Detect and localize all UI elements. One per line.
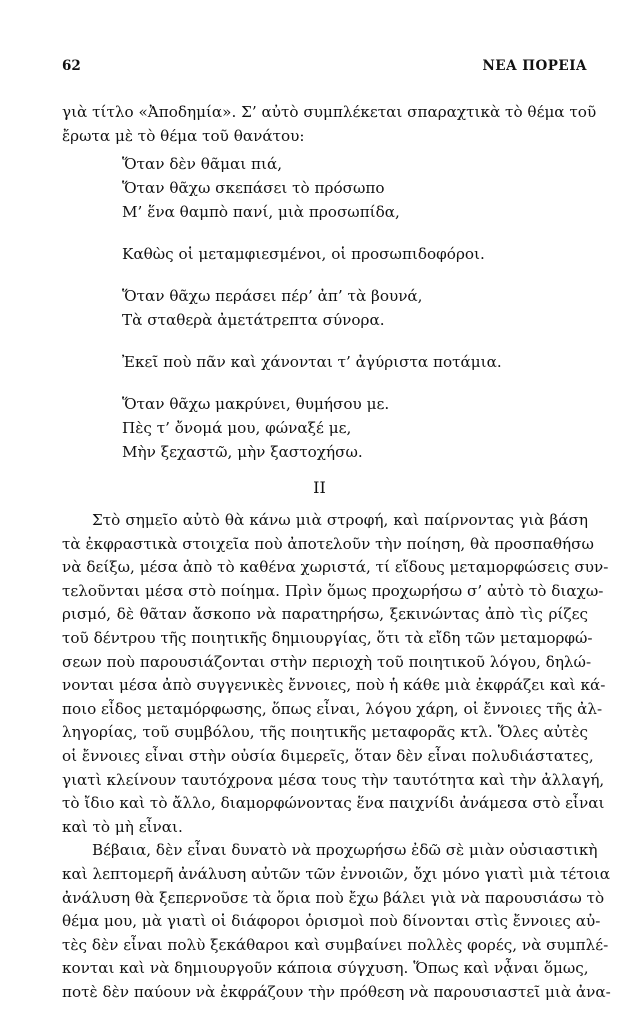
text-line: ἔρωτα μὲ τὸ θέμα τοῦ θανάτου:	[62, 127, 305, 145]
poem-verse: Ὅταν θᾶχω σκεπάσει τὸ πρόσωπο	[122, 179, 385, 197]
poem-verse: Ἐκεῖ ποὺ πᾶν καὶ χάνονται τ’ ἀγύριστα ποτάμια.	[122, 353, 502, 371]
text-line: νονται μέσα ἀπὸ συγγενικὲς ἔννοιες, ποὺ ἡ κάθε μιὰ ἐκφράζει καὶ κά-	[62, 676, 606, 695]
poem-stanza	[122, 392, 592, 464]
text-line: κονται καὶ νὰ δημιουργοῦν κάποια σύγχυση. Ὅπως καὶ νᾆναι ὅμως,	[62, 959, 589, 978]
text-line: θέμα μου, μὰ γιατὶ οἱ διάφοροι ὁρισμοὶ ποὺ δίνονται στὶς ἔννοιες αὐ-	[62, 912, 601, 931]
page-header	[62, 58, 587, 80]
poem-verse: Ὅταν δὲν θᾶμαι πιά,	[122, 155, 283, 173]
page-number: 62	[62, 58, 81, 74]
poem-verse: Ὅταν θᾶχω μακρύνει, θυμήσου με.	[122, 395, 390, 413]
text-line: καὶ λεπτομερῆ ἀνάλυση αὐτῶν τῶν ἐννοιῶν, ὄχι μόνο γιατὶ μιὰ τέτοια	[62, 864, 610, 883]
poem-verse: Τὰ σταθερὰ ἀμετάτρεπτα σύνορα.	[122, 311, 385, 329]
text-line: ποιο εἶδος μεταμόρφωσης, ὅπως εἶναι, λόγου χάρη, οἱ ἔννοιες τῆς ἀλ-	[62, 699, 603, 718]
poem-stanza	[122, 284, 592, 332]
text-line: οἱ ἔννοιες εἶναι στὴν οὐσία διμερεῖς, ὅταν δὲν εἶναι πολυδιάστατες,	[62, 746, 594, 765]
intro-paragraph	[62, 100, 597, 148]
text-line: τὰ ἐκφραστικὰ στοιχεῖα ποὺ ἀποτελοῦν τὴν ποίηση, θὰ προσπαθήσω	[62, 534, 594, 553]
poem-verse: Ὅταν θᾶχω περάσει πέρ’ ἀπ’ τὰ βουνά,	[122, 287, 423, 305]
body-paragraphs	[62, 509, 611, 1004]
poem-stanza	[122, 350, 592, 374]
text-line: γιὰ τίτλο «Ἀποδημία». Σ’ αὐτὸ συμπλέκεται σπαραχτικὰ τὸ θέμα τοῦ	[62, 103, 597, 121]
poem-verse: Μὴν ξεχαστῶ, μὴν ξαστοχήσω.	[122, 443, 363, 461]
poem-verse: Πὲς τ’ ὄνομά μου, φώναξέ με,	[122, 419, 352, 437]
text-line: νὰ δείξω, μέσα ἀπὸ τὸ καθένα χωριστά, τί εἴδους μεταμορφώσεις συν-	[62, 558, 609, 577]
text-line: καὶ τὸ μὴ εἶναι.	[62, 817, 183, 836]
text-line: τοῦ δέντρου τῆς ποιητικῆς δημιουργίας, ὅτι τὰ εἴδη τῶν μεταμορφώ-	[62, 628, 593, 647]
text-line: σεων ποὺ παρουσιάζονται στὴν περιοχὴ τοῦ ποιητικοῦ λόγου, δηλώ-	[62, 652, 592, 671]
section-number: ΙΙ	[313, 478, 326, 497]
poem-stanza	[122, 152, 592, 224]
running-head: ΝΕΑ ΠΟΡΕΙΑ	[482, 58, 587, 74]
text-line: ποτὲ δὲν παύουν νὰ ἐκφράζουν τὴν πρόθεση νὰ παρουσιαστεῖ μιὰ ἀνα-	[62, 982, 611, 1001]
poem-verse: Καθὼς οἱ μεταμφιεσμένοι, οἱ προσωπιδοφόροι.	[122, 245, 485, 263]
text-line: γιατὶ κλείνουν ταυτόχρονα μέσα τους τὴν ταυτότητα καὶ τὴν ἀλλαγή,	[62, 770, 605, 789]
text-line: Βέβαια, δὲν εἶναι δυνατὸ νὰ προχωρήσω ἐδῶ σὲ μιὰν οὐσιαστικὴ	[92, 841, 598, 860]
text-line: ληγορίας, τοῦ συμβόλου, τῆς ποιητικῆς μεταφορᾶς κτλ. Ὅλες αὐτὲς	[62, 723, 588, 742]
text-line: Στὸ σημεῖο αὐτὸ θὰ κάνω μιὰ στροφή, καὶ παίρνοντας γιὰ βάση	[92, 511, 588, 529]
poem-quote	[122, 152, 592, 482]
text-line: τελοῦνται μέσα στὸ ποίημα. Πρὶν ὅμως προχωρήσω σ’ αὐτὸ τὸ διαχω-	[62, 581, 604, 600]
poem-verse: Μ’ ἕνα θαμπὸ πανί, μιὰ προσωπίδα,	[122, 203, 400, 221]
text-line: τὲς δὲν εἶναι πολὺ ξεκάθαροι καὶ συμβαίνει πολλὲς φορές, νὰ συμπλέ-	[62, 935, 609, 954]
text-line: τὸ ἴδιο καὶ τὸ ἄλλο, διαμορφώνοντας ἕνα παιχνίδι ἀνάμεσα στὸ εἶναι	[62, 794, 605, 813]
poem-stanza	[122, 242, 592, 266]
text-line: ἀνάλυση θὰ ξεπερνοῦσε τὰ ὅρια ποὺ ἔχω βάλει γιὰ νὰ παρουσιάσω τὸ	[62, 888, 605, 907]
text-line: ρισμό, δὲ θᾶταν ἄσκοπο νὰ παρατηρήσω, ξεκινώντας ἀπὸ τὶς ρίζες	[62, 605, 588, 624]
